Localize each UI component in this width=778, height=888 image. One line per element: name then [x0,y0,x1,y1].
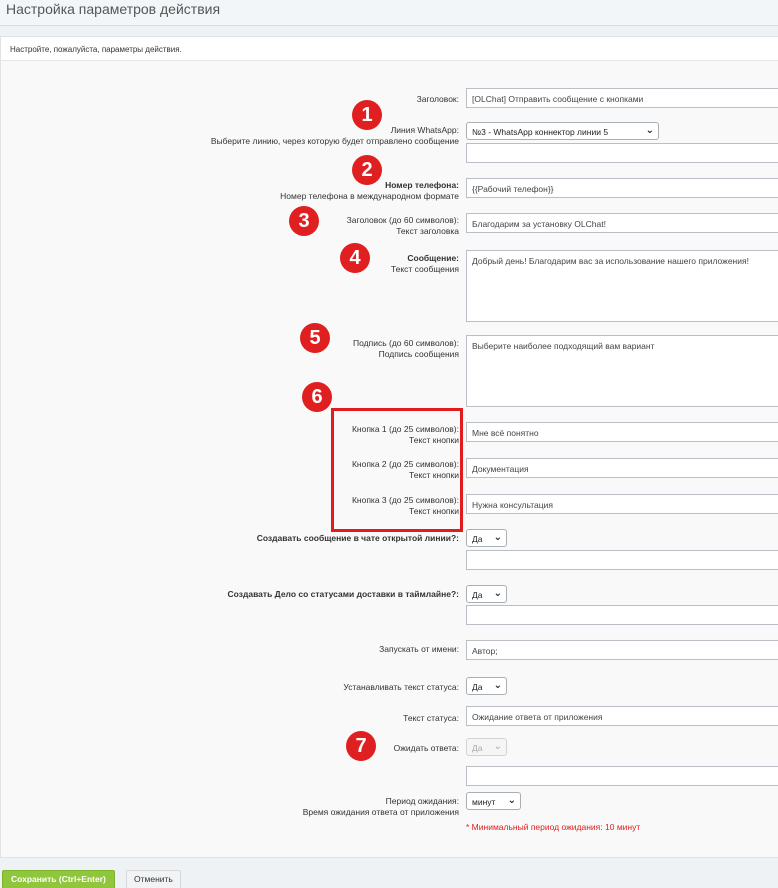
chevron-down-icon: ⌄ [493,680,502,691]
line-select[interactable]: №3 - WhatsApp коннектор линии 5 ⌄ [466,122,659,140]
create-chat-label: Создавать сообщение в чате открытой линии?: [256,533,459,543]
wait-period-select[interactable]: минут ⌄ [466,792,521,810]
chevron-down-icon: ⌄ [493,532,502,543]
button3-label: Кнопка 3 (до 25 символов): Текст кнопки [351,495,459,516]
button3-input[interactable]: Нужна консультация [466,494,778,514]
wait-reply-select[interactable]: Да ⌄ [466,738,507,756]
wait-period-label: Период ожидания: Время ожидания ответа от приложения [302,796,459,817]
create-task-select[interactable]: Да ⌄ [466,585,507,603]
save-button[interactable]: Сохранить (Ctrl+Enter) [2,870,115,888]
signature-textarea[interactable]: Выберите наиболее подходящий вам вариант [466,335,778,407]
status-text-label: Текст статуса: [403,713,459,723]
step-badge-3: 3 [289,206,319,236]
button2-input[interactable]: Документация [466,458,778,478]
line-extra-input[interactable] [466,143,778,163]
create-chat-select[interactable]: Да ⌄ [466,529,507,547]
signature-label: Подпись (до 60 символов): Подпись сообщения [353,338,459,359]
button1-label: Кнопка 1 (до 25 символов): Текст кнопки [351,424,459,445]
step-badge-2: 2 [352,155,382,185]
button2-label: Кнопка 2 (до 25 символов): Текст кнопки [351,459,459,480]
header-input[interactable]: [OLChat] Отправить сообщение с кнопками [466,88,778,108]
cancel-button[interactable]: Отменить [126,870,181,888]
title-input[interactable]: Благодарим за установку OLChat! [466,213,778,233]
message-label: Сообщение: Текст сообщения [390,253,459,274]
create-task-label: Создавать Дело со статусами доставки в таймлайне?: [227,589,459,599]
header-label: Заголовок: [416,94,459,104]
run-as-input[interactable]: Автор; [466,640,778,660]
status-text-input[interactable]: Ожидание ответа от приложения [466,706,778,726]
step-badge-6: 6 [302,382,332,412]
wait-reply-extra-input[interactable] [466,766,778,786]
step-badge-1: 1 [352,100,382,130]
chevron-down-icon: ⌄ [507,795,516,806]
set-status-label: Устанавливать текст статуса: [343,682,459,692]
chevron-down-icon: ⌄ [493,741,502,752]
title-label: Заголовок (до 60 символов): Текст заголовка [346,215,459,236]
hint-bar [1,37,778,61]
message-textarea[interactable]: Добрый день! Благодарим вас за использование нашего приложения! [466,250,778,322]
chevron-down-icon: ⌄ [493,588,502,599]
chevron-down-icon: ⌄ [645,125,654,136]
step-badge-5: 5 [300,323,330,353]
window-title: Настройка параметров действия [6,1,221,17]
step-badge-7: 7 [346,731,376,761]
line-label: Линия WhatsApp: Выберите линию, через которую будет отправлено сообщение [210,125,459,146]
window-titlebar [0,0,778,26]
phone-label: Номер телефона: Номер телефона в международном формате [280,180,459,201]
button1-input[interactable]: Мне всё понятно [466,422,778,442]
create-chat-extra-input[interactable] [466,550,778,570]
buttons-highlight-frame [331,408,463,532]
create-task-extra-input[interactable] [466,605,778,625]
hint-text: Настройте, пожалуйста, параметры действия. [10,45,182,54]
min-period-note: * Минимальный период ожидания: 10 минут [466,822,641,832]
step-badge-4: 4 [340,243,370,273]
set-status-select[interactable]: Да ⌄ [466,677,507,695]
run-as-label: Запускать от имени: [379,644,459,654]
wait-reply-label: Ожидать ответа: [393,743,459,753]
phone-input[interactable]: {{Рабочий телефон}} [466,178,778,198]
